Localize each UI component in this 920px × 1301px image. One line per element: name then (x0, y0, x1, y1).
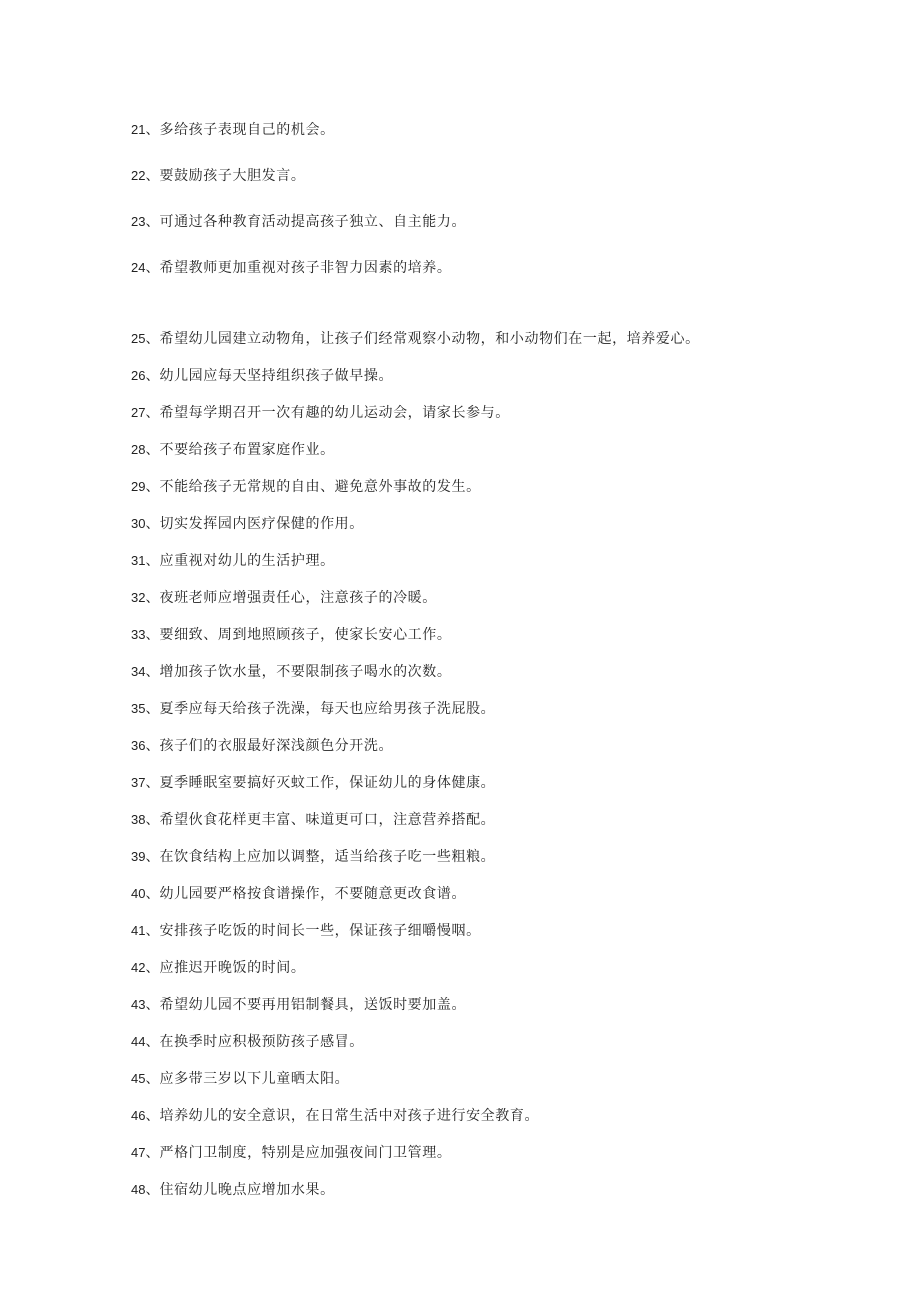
item-number: 28 (131, 442, 146, 457)
item-number: 21 (131, 122, 146, 137)
list-item: 31、应重视对幼儿的生活护理。 (131, 553, 335, 569)
list-item: 35、夏季应每天给孩子洗澡，每天也应给男孩子洗屁股。 (131, 701, 496, 717)
item-number: 43 (131, 997, 146, 1012)
item-number: 40 (131, 886, 146, 901)
item-text: 不能给孩子无常规的自由、避免意外事故的发生。 (159, 479, 481, 495)
item-number: 30 (131, 516, 146, 531)
list-item: 24、希望教师更加重视对孩子非智力因素的培养。 (131, 260, 452, 276)
item-number: 48 (131, 1182, 146, 1197)
item-text: 不要给孩子布置家庭作业。 (159, 442, 335, 458)
item-text: 希望幼儿园建立动物角，让孩子们经常观察小动物，和小动物们在一起，培养爱心。 (159, 331, 700, 347)
item-number: 47 (131, 1145, 146, 1160)
item-number: 41 (131, 923, 146, 938)
list-item: 41、安排孩子吃饭的时间长一些，保证孩子细嚼慢咽。 (131, 923, 481, 939)
item-text: 应推迟开晚饭的时间。 (159, 960, 306, 976)
list-item: 44、在换季时应积极预防孩子感冒。 (131, 1034, 364, 1050)
item-text: 夏季睡眠室要搞好灭蚊工作，保证幼儿的身体健康。 (159, 775, 496, 791)
list-item: 38、希望伙食花样更丰富、味道更可口，注意营养搭配。 (131, 812, 496, 828)
item-number: 25 (131, 331, 146, 346)
item-text: 安排孩子吃饭的时间长一些，保证孩子细嚼慢咽。 (159, 923, 481, 939)
item-text: 要鼓励孩子大胆发言。 (159, 168, 306, 184)
list-item: 22、要鼓励孩子大胆发言。 (131, 168, 306, 184)
item-number: 24 (131, 260, 146, 275)
item-text: 孩子们的衣服最好深浅颜色分开洗。 (159, 738, 394, 754)
item-text: 增加孩子饮水量，不要限制孩子喝水的次数。 (159, 664, 452, 680)
item-text: 希望教师更加重视对孩子非智力因素的培养。 (159, 260, 452, 276)
item-number: 23 (131, 214, 146, 229)
item-number: 44 (131, 1034, 146, 1049)
list-item: 34、增加孩子饮水量，不要限制孩子喝水的次数。 (131, 664, 452, 680)
list-item: 37、夏季睡眠室要搞好灭蚊工作，保证幼儿的身体健康。 (131, 775, 496, 791)
list-item: 33、要细致、周到地照顾孩子，使家长安心工作。 (131, 627, 452, 643)
item-text: 培养幼儿的安全意识，在日常生活中对孩子进行安全教育。 (159, 1108, 540, 1124)
list-item: 42、应推迟开晚饭的时间。 (131, 960, 306, 976)
item-number: 35 (131, 701, 146, 716)
list-item: 30、切实发挥园内医疗保健的作用。 (131, 516, 364, 532)
item-text: 希望每学期召开一次有趣的幼儿运动会，请家长参与。 (159, 405, 510, 421)
item-number: 22 (131, 168, 146, 183)
list-item: 46、培养幼儿的安全意识，在日常生活中对孩子进行安全教育。 (131, 1108, 540, 1124)
list-item: 25、希望幼儿园建立动物角，让孩子们经常观察小动物，和小动物们在一起，培养爱心。 (131, 331, 700, 347)
item-number: 42 (131, 960, 146, 975)
item-number: 36 (131, 738, 146, 753)
item-number: 38 (131, 812, 146, 827)
item-number: 33 (131, 627, 146, 642)
item-number: 27 (131, 405, 146, 420)
item-number: 39 (131, 849, 146, 864)
item-number: 32 (131, 590, 146, 605)
list-item: 23、可通过各种教育活动提高孩子独立、自主能力。 (131, 214, 467, 230)
list-item: 36、孩子们的衣服最好深浅颜色分开洗。 (131, 738, 394, 754)
item-text: 严格门卫制度，特别是应加强夜间门卫管理。 (159, 1145, 452, 1161)
list-item: 32、夜班老师应增强责任心，注意孩子的冷暖。 (131, 590, 437, 606)
list-item: 29、不能给孩子无常规的自由、避免意外事故的发生。 (131, 479, 481, 495)
item-number: 34 (131, 664, 146, 679)
item-text: 住宿幼儿晚点应增加水果。 (159, 1182, 335, 1198)
item-text: 应重视对幼儿的生活护理。 (159, 553, 335, 569)
item-number: 29 (131, 479, 146, 494)
list-item: 28、不要给孩子布置家庭作业。 (131, 442, 335, 458)
item-text: 多给孩子表现自己的机会。 (159, 122, 335, 138)
list-item: 45、应多带三岁以下儿童晒太阳。 (131, 1071, 350, 1087)
item-text: 应多带三岁以下儿童晒太阳。 (159, 1071, 350, 1087)
item-text: 在换季时应积极预防孩子感冒。 (159, 1034, 364, 1050)
item-text: 可通过各种教育活动提高孩子独立、自主能力。 (159, 214, 467, 230)
item-text: 希望幼儿园不要再用铝制餐具，送饭时要加盖。 (159, 997, 467, 1013)
item-number: 26 (131, 368, 146, 383)
item-number: 46 (131, 1108, 146, 1123)
list-item: 21、多给孩子表现自己的机会。 (131, 122, 335, 138)
item-text: 幼儿园要严格按食谱操作，不要随意更改食谱。 (159, 886, 467, 902)
item-number: 37 (131, 775, 146, 790)
item-text: 幼儿园应每天坚持组织孩子做早操。 (159, 368, 394, 384)
list-item: 27、希望每学期召开一次有趣的幼儿运动会，请家长参与。 (131, 405, 510, 421)
list-item: 48、住宿幼儿晚点应增加水果。 (131, 1182, 335, 1198)
item-text: 希望伙食花样更丰富、味道更可口，注意营养搭配。 (159, 812, 496, 828)
list-item: 47、严格门卫制度，特别是应加强夜间门卫管理。 (131, 1145, 452, 1161)
item-text: 要细致、周到地照顾孩子，使家长安心工作。 (159, 627, 452, 643)
item-text: 夏季应每天给孩子洗澡，每天也应给男孩子洗屁股。 (159, 701, 496, 717)
item-text: 在饮食结构上应加以调整，适当给孩子吃一些粗粮。 (159, 849, 496, 865)
item-text: 夜班老师应增强责任心，注意孩子的冷暖。 (159, 590, 437, 606)
item-number: 45 (131, 1071, 146, 1086)
list-item: 43、希望幼儿园不要再用铝制餐具，送饭时要加盖。 (131, 997, 467, 1013)
item-number: 31 (131, 553, 146, 568)
item-text: 切实发挥园内医疗保健的作用。 (159, 516, 364, 532)
list-item: 26、幼儿园应每天坚持组织孩子做早操。 (131, 368, 394, 384)
list-item: 40、幼儿园要严格按食谱操作，不要随意更改食谱。 (131, 886, 467, 902)
list-item: 39、在饮食结构上应加以调整，适当给孩子吃一些粗粮。 (131, 849, 496, 865)
